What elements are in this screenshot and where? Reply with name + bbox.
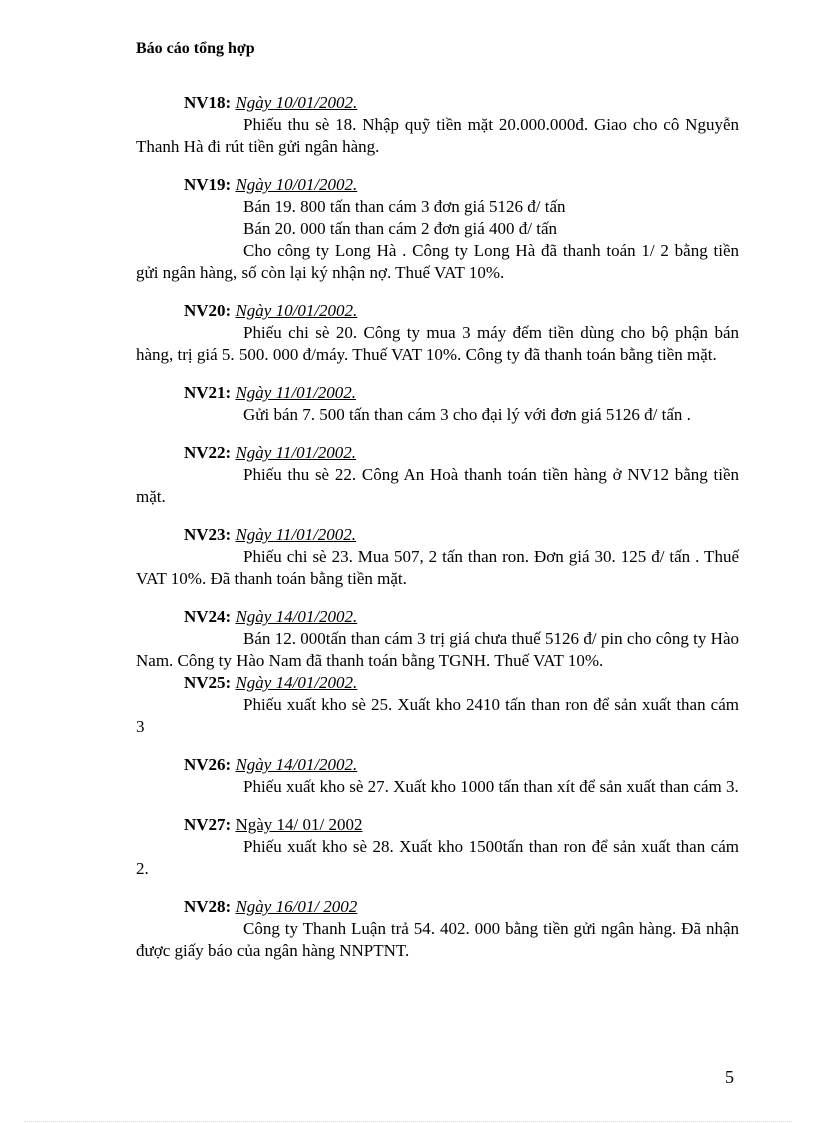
transaction-entry xyxy=(136,896,739,962)
transaction-entry xyxy=(136,672,739,738)
transaction-line: Bán 20. 000 tấn than cám 2 đơn giá 400 đ/ tấn xyxy=(243,219,557,238)
transaction-heading xyxy=(136,524,739,546)
transaction-date: Ngày 14/01/2002. xyxy=(235,673,358,692)
transaction-date: Ngày 14/01/2002. xyxy=(235,607,358,626)
transaction-description: Phiếu thu sè 18. Nhập quỹ tiền mặt 20.000.000đ. Giao cho cô Nguyễn Thanh Hà đi rút tiền gửi ngân hàng. xyxy=(136,115,739,156)
transaction-heading xyxy=(136,896,739,918)
transaction-description: Phiếu thu sè 22. Công An Hoà thanh toán tiền hàng ở NV12 bằng tiền mặt. xyxy=(136,465,739,506)
transaction-entry xyxy=(136,174,739,284)
transaction-heading xyxy=(136,300,739,322)
transaction-description: Gửi bán 7. 500 tấn than cám 3 cho đại lý với đơn giá 5126 đ/ tấn . xyxy=(243,405,691,424)
transaction-description: Bán 12. 000tấn than cám 3 trị giá chưa thuế 5126 đ/ pin cho công ty Hào Nam. Công ty Hào Nam đã thanh toán bằng TGNH. Thuế VAT 10%. xyxy=(136,629,739,670)
transaction-entry xyxy=(136,814,739,880)
transaction-entry xyxy=(136,754,739,798)
page-number: 5 xyxy=(725,1067,734,1087)
transaction-code: NV18: xyxy=(184,93,232,112)
page-header-title: Báo cáo tổng hợp xyxy=(136,40,255,57)
transaction-date: Ngày 10/01/2002. xyxy=(235,93,358,112)
transaction-code: NV19: xyxy=(184,175,232,194)
transaction-entry xyxy=(136,382,739,426)
transaction-date: Ngày 11/01/2002. xyxy=(235,525,357,544)
transaction-description: Phiếu xuất kho sè 28. Xuất kho 1500tấn than ron để sản xuất than cám 2. xyxy=(136,837,739,878)
transaction-heading xyxy=(136,814,739,836)
transaction-description: Phiếu xuất kho sè 27. Xuất kho 1000 tấn than xít để sản xuất than cám 3. xyxy=(243,777,739,796)
transaction-date: Ngày 14/01/2002. xyxy=(235,755,358,774)
transaction-description: Phiếu chi sè 20. Công ty mua 3 máy đếm tiền dùng cho bộ phận bán hàng, trị giá 5. 500. 000 đ/máy. Thuế VAT 10%. Công ty đã thanh toán bằng tiền mặt. xyxy=(136,323,739,364)
transaction-description: Phiếu chi sè 23. Mua 507, 2 tấn than ron. Đơn giá 30. 125 đ/ tấn . Thuế VAT 10%. Đã thanh toán bằng tiền mặt. xyxy=(136,547,739,588)
transaction-heading xyxy=(136,174,739,196)
transaction-heading xyxy=(136,672,739,694)
transaction-date: Ngày 11/01/2002. xyxy=(235,443,357,462)
transaction-date: Ngày 10/01/2002. xyxy=(235,175,358,194)
transaction-code: NV21: xyxy=(184,383,232,402)
page-bottom-divider xyxy=(24,1121,792,1122)
transaction-line: Bán 19. 800 tấn than cám 3 đơn giá 5126 đ/ tấn xyxy=(243,197,566,216)
transaction-entry xyxy=(136,442,739,508)
transaction-entry xyxy=(136,524,739,590)
transaction-date: Ngày 10/01/2002. xyxy=(235,301,358,320)
transaction-code: NV28: xyxy=(184,897,232,916)
transaction-heading xyxy=(136,442,739,464)
transaction-description: Cho công ty Long Hà . Công ty Long Hà đã thanh toán 1/ 2 bằng tiền gửi ngân hàng, số còn lại ký nhận nợ. Thuế VAT 10%. xyxy=(136,241,739,282)
transaction-description: Công ty Thanh Luận trả 54. 402. 000 bằng tiền gửi ngân hàng. Đã nhận được giấy báo của ngân hàng NNPTNT. xyxy=(136,919,739,960)
transaction-heading xyxy=(136,754,739,776)
transaction-code: NV25: xyxy=(184,673,232,692)
transaction-heading xyxy=(136,382,739,404)
transaction-heading xyxy=(136,606,739,628)
transaction-entry xyxy=(136,92,739,158)
transaction-description: Phiếu xuất kho sè 25. Xuất kho 2410 tấn than ron để sản xuất than cám 3 xyxy=(136,695,739,736)
transaction-heading xyxy=(136,92,739,114)
transaction-entry xyxy=(136,300,739,366)
transaction-date: Ngày 16/01/ 2002 xyxy=(235,897,358,916)
transaction-code: NV22: xyxy=(184,443,232,462)
transaction-list xyxy=(136,92,739,978)
transaction-date: Ngày 14/ 01/ 2002 xyxy=(235,815,363,834)
transaction-code: NV24: xyxy=(184,607,232,626)
transaction-code: NV20: xyxy=(184,301,232,320)
transaction-entry xyxy=(136,606,739,672)
transaction-date: Ngày 11/01/2002. xyxy=(235,383,357,402)
transaction-code: NV23: xyxy=(184,525,232,544)
transaction-code: NV27: xyxy=(184,815,232,834)
transaction-code: NV26: xyxy=(184,755,232,774)
